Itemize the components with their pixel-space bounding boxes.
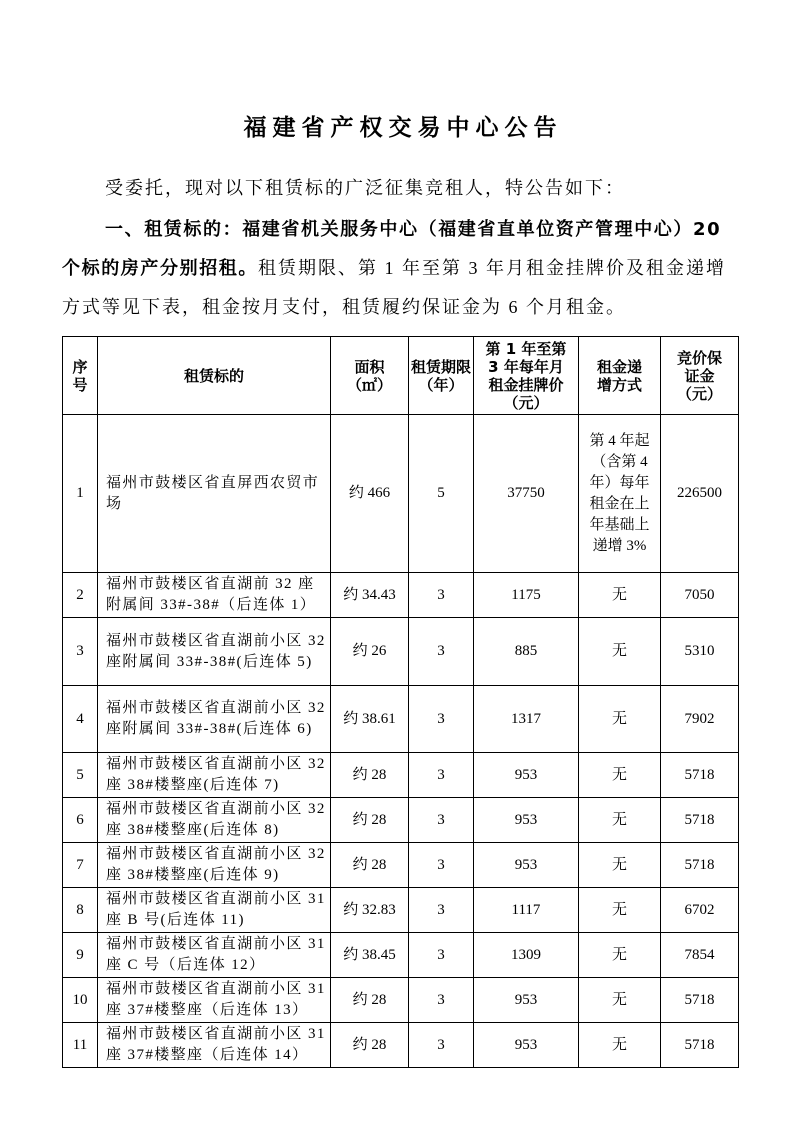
area-cell: 约 38.61 (331, 686, 409, 753)
lease-term-cell: 3 (409, 686, 474, 753)
lease-items-table (62, 336, 739, 1068)
row-number-cell: 4 (63, 686, 98, 753)
bid-deposit-cell: 5310 (661, 618, 739, 686)
table-header-row (63, 337, 739, 415)
rent-increase-method-cell: 无 (579, 933, 661, 978)
monthly-rent-cell: 953 (474, 753, 579, 798)
table-row (63, 686, 739, 753)
rent-increase-method-cell: 无 (579, 618, 661, 686)
lease-term-cell: 3 (409, 798, 474, 843)
area-cell: 约 34.43 (331, 573, 409, 618)
lease-term-cell: 3 (409, 573, 474, 618)
area-cell: 约 28 (331, 753, 409, 798)
bid-deposit-cell: 5718 (661, 978, 739, 1023)
table-row (63, 933, 739, 978)
lease-term-cell: 3 (409, 843, 474, 888)
monthly-rent-cell: 1317 (474, 686, 579, 753)
rent-increase-method-cell: 无 (579, 686, 661, 753)
monthly-rent-cell: 953 (474, 978, 579, 1023)
rent-increase-method-cell: 第 4 年起（含第 4 年）每年租金在上年基础上递增 3% (579, 415, 661, 573)
monthly-rent-cell: 953 (474, 798, 579, 843)
notice-title: 福建省产权交易中心公告 (243, 115, 563, 141)
lease-term-cell: 3 (409, 888, 474, 933)
rent-increase-method-cell: 无 (579, 753, 661, 798)
rent-increase-method-cell: 无 (579, 843, 661, 888)
area-cell: 约 28 (331, 1023, 409, 1068)
bid-deposit-cell: 5718 (661, 843, 739, 888)
table-row (63, 573, 739, 618)
table-body (63, 415, 739, 1068)
header-lease-term: 租赁期限（年） (409, 337, 474, 415)
table-row (63, 1023, 739, 1068)
row-number-cell: 9 (63, 933, 98, 978)
table-row (63, 843, 739, 888)
lease-term-cell: 3 (409, 618, 474, 686)
row-number-cell: 5 (63, 753, 98, 798)
table-row (63, 888, 739, 933)
area-cell: 约 38.45 (331, 933, 409, 978)
header-lease-target: 租赁标的 (98, 337, 331, 415)
lease-target-cell: 福州市鼓楼区省直湖前小区 32 座 38#楼整座(后连体 9) (98, 843, 331, 888)
area-cell: 约 32.83 (331, 888, 409, 933)
monthly-rent-cell: 37750 (474, 415, 579, 573)
table-row (63, 415, 739, 573)
row-number-cell: 3 (63, 618, 98, 686)
table-row (63, 798, 739, 843)
lease-target-cell: 福州市鼓楼区省直湖前小区 31 座 B 号(后连体 11) (98, 888, 331, 933)
header-area: 面积（㎡） (331, 337, 409, 415)
monthly-rent-cell: 1175 (474, 573, 579, 618)
row-number-cell: 1 (63, 415, 98, 573)
lease-target-cell: 福州市鼓楼区省直湖前小区 32 座附属间 33#-38#(后连体 6) (98, 686, 331, 753)
bid-deposit-cell: 7050 (661, 573, 739, 618)
monthly-rent-cell: 953 (474, 1023, 579, 1068)
header-row-number: 序号 (63, 337, 98, 415)
table-header (63, 337, 739, 415)
area-cell: 约 466 (331, 415, 409, 573)
table-row (63, 618, 739, 686)
monthly-rent-cell: 1309 (474, 933, 579, 978)
row-number-cell: 6 (63, 798, 98, 843)
row-number-cell: 11 (63, 1023, 98, 1068)
header-bid-deposit: 竞价保证金（元） (661, 337, 739, 415)
area-cell: 约 28 (331, 798, 409, 843)
rent-increase-method-cell: 无 (579, 978, 661, 1023)
bid-deposit-cell: 7902 (661, 686, 739, 753)
lease-term-cell: 5 (409, 415, 474, 573)
lease-term-cell: 3 (409, 978, 474, 1023)
row-number-cell: 8 (63, 888, 98, 933)
bid-deposit-cell: 226500 (661, 415, 739, 573)
header-rent-increase-method: 租金递增方式 (579, 337, 661, 415)
rent-increase-method-cell: 无 (579, 1023, 661, 1068)
table-row (63, 978, 739, 1023)
bid-deposit-cell: 6702 (661, 888, 739, 933)
bid-deposit-cell: 5718 (661, 798, 739, 843)
lease-target-cell: 福州市鼓楼区省直湖前小区 31 座 37#楼整座（后连体 14） (98, 1023, 331, 1068)
rent-increase-method-cell: 无 (579, 573, 661, 618)
area-cell: 约 28 (331, 843, 409, 888)
lease-target-cell: 福州市鼓楼区省直湖前小区 32 座附属间 33#-38#(后连体 5) (98, 618, 331, 686)
row-number-cell: 7 (63, 843, 98, 888)
area-cell: 约 28 (331, 978, 409, 1023)
lease-target-cell: 福州市鼓楼区省直湖前 32 座附属间 33#-38#（后连体 1） (98, 573, 331, 618)
notice-body (62, 168, 738, 327)
lease-target-cell: 福州市鼓楼区省直湖前小区 32 座 38#楼整座(后连体 7) (98, 753, 331, 798)
rent-increase-method-cell: 无 (579, 888, 661, 933)
lease-term-cell: 3 (409, 1023, 474, 1068)
lease-term-cell: 3 (409, 753, 474, 798)
table-row (63, 753, 739, 798)
bid-deposit-cell: 7854 (661, 933, 739, 978)
section-one-text: 租赁期限、第 1 年至第 3 年月租金挂牌价及租金递增方式等见下表，租金按月支付，租赁履约保证金为 6 个月租金。 (62, 258, 726, 317)
monthly-rent-cell: 885 (474, 618, 579, 686)
rent-increase-method-cell: 无 (579, 798, 661, 843)
lease-target-cell: 福州市鼓楼区省直湖前小区 32 座 38#楼整座(后连体 8) (98, 798, 331, 843)
bid-deposit-cell: 5718 (661, 753, 739, 798)
row-number-cell: 10 (63, 978, 98, 1023)
lease-target-cell: 福州市鼓楼区省直湖前小区 31 座 37#楼整座（后连体 13） (98, 978, 331, 1023)
section-one-heading: 一、租赁标的：福建省机关服务中心（福建省直单位资产管理中心）20 个标的房产分别招租。 (62, 219, 722, 279)
row-number-cell: 2 (63, 573, 98, 618)
lease-target-cell: 福州市鼓楼区省直湖前小区 31 座 C 号（后连体 12） (98, 933, 331, 978)
monthly-rent-cell: 1117 (474, 888, 579, 933)
lease-term-cell: 3 (409, 933, 474, 978)
monthly-rent-cell: 953 (474, 843, 579, 888)
header-monthly-rent: 第 1 年至第 3 年每年月租金挂牌价（元） (474, 337, 579, 415)
section-one-paragraph (62, 210, 738, 327)
area-cell: 约 26 (331, 618, 409, 686)
bid-deposit-cell: 5718 (661, 1023, 739, 1068)
intro-paragraph: 受委托，现对以下租赁标的广泛征集竞租人，特公告如下： (105, 178, 625, 198)
lease-target-cell: 福州市鼓楼区省直屏西农贸市场 (98, 415, 331, 573)
